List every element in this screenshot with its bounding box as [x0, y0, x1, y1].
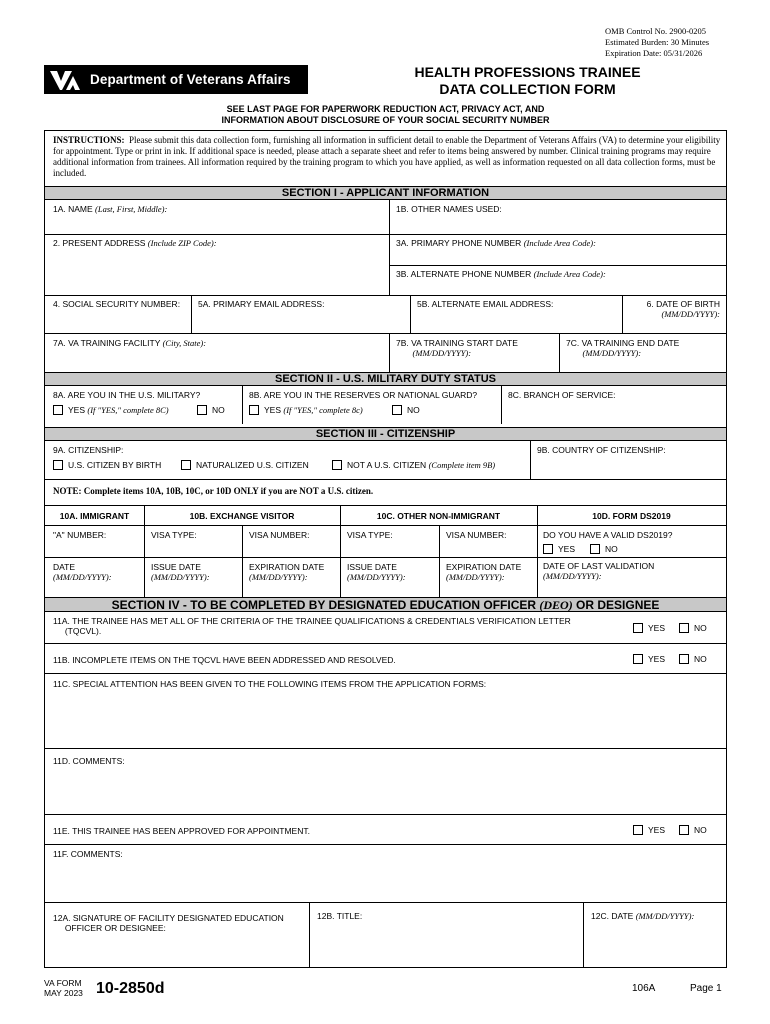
- omb-info: [605, 26, 709, 59]
- ds2019-yes[interactable]: YES: [543, 544, 575, 555]
- field-11b-yes[interactable]: YES: [633, 654, 665, 665]
- field-2-label: 2. PRESENT ADDRESS (Include ZIP Code):: [53, 238, 217, 248]
- checkbox-8b-no[interactable]: [392, 405, 402, 415]
- field-ds2019-question: DO YOU HAVE A VALID DS2019?: [543, 530, 673, 540]
- checkbox-11e-no[interactable]: [679, 825, 689, 835]
- form-title-line2: DATA COLLECTION FORM: [439, 81, 616, 97]
- checkbox-citizen-by-birth[interactable]: [53, 460, 63, 470]
- form-body: [44, 130, 727, 968]
- field-5a-label: 5A. PRIMARY EMAIL ADDRESS:: [198, 299, 325, 309]
- field-8b-label: 8B. ARE YOU IN THE RESERVES OR NATIONAL GUARD?: [249, 390, 478, 400]
- citizenship-note: NOTE: Complete items 10A, 10B, 10C, or 10D ONLY if you are NOT a U.S. citizen.: [53, 486, 374, 496]
- checkbox-8b-yes[interactable]: [249, 405, 259, 415]
- field-9b-label: 9B. COUNTRY OF CITIZENSHIP:: [537, 445, 666, 455]
- checkbox-naturalized[interactable]: [181, 460, 191, 470]
- field-9a-label: 9A. CITIZENSHIP:: [53, 445, 124, 455]
- field-1b-label: 1B. OTHER NAMES USED:: [396, 204, 502, 214]
- field-3b-label: 3B. ALTERNATE PHONE NUMBER (Include Area Code):: [396, 269, 606, 279]
- field-7a-label: 7A. VA TRAINING FACILITY (City, State):: [53, 338, 207, 348]
- field-8b-yes[interactable]: YES (If "YES," complete 8c): [249, 405, 363, 416]
- field-7c-label: 7C. VA TRAINING END DATE (MM/DD/YYYY):: [566, 338, 680, 358]
- section-4-header: SECTION IV - TO BE COMPLETED BY DESIGNATED EDUCATION OFFICER (DEO) OR DESIGNEE: [45, 597, 726, 612]
- field-10c-visa-type: VISA TYPE:: [347, 530, 393, 540]
- citizenship-by-birth[interactable]: U.S. CITIZEN BY BIRTH: [53, 460, 161, 471]
- omb-control-number: OMB Control No. 2900-0205: [605, 26, 707, 36]
- checkbox-not-us-citizen[interactable]: [332, 460, 342, 470]
- field-3a-label: 3A. PRIMARY PHONE NUMBER (Include Area Code):: [396, 238, 596, 248]
- field-10c-visa-number: VISA NUMBER:: [446, 530, 507, 540]
- field-8a-label: 8A. ARE YOU IN THE U.S. MILITARY?: [53, 390, 201, 400]
- field-5b-label: 5B. ALTERNATE EMAIL ADDRESS:: [417, 299, 554, 309]
- field-12c-label: 12C. DATE (MM/DD/YYYY):: [591, 911, 695, 921]
- field-7b-label: 7B. VA TRAINING START DATE (MM/DD/YYYY):: [396, 338, 518, 358]
- citizenship-not-us[interactable]: NOT A U.S. CITIZEN (Complete item 9B): [332, 460, 495, 471]
- field-11b-no[interactable]: NO: [679, 654, 707, 665]
- field-last-validation: DATE OF LAST VALIDATION (MM/DD/YYYY):: [543, 561, 655, 581]
- field-11f-label: 11F. COMMENTS:: [53, 849, 123, 859]
- field-11c-label: 11C. SPECIAL ATTENTION HAS BEEN GIVEN TO THE FOLLOWING ITEMS FROM THE APPLICATION FORMS:: [53, 679, 487, 689]
- see-last-line1: SEE LAST PAGE FOR PAPERWORK REDUCTION ACT, PRIVACY ACT, AND: [226, 104, 545, 114]
- field-12a-label: 12A. SIGNATURE OF FACILITY DESIGNATED EDUCATION OFFICER OR DESIGNEE:: [53, 913, 284, 933]
- checkbox-8a-no[interactable]: [197, 405, 207, 415]
- section-2-header: SECTION II - U.S. MILITARY DUTY STATUS: [45, 372, 726, 386]
- form-title-line1: HEALTH PROFESSIONS TRAINEE: [414, 64, 641, 80]
- field-8c-label: 8C. BRANCH OF SERVICE:: [508, 390, 616, 400]
- header-10b: 10B. EXCHANGE VISITOR: [189, 511, 295, 521]
- field-4-label: 4. SOCIAL SECURITY NUMBER:: [53, 299, 181, 309]
- field-8a-yes[interactable]: YES (If "YES," complete 8C): [53, 405, 169, 416]
- field-11a-no[interactable]: NO: [679, 623, 707, 634]
- omb-burden: Estimated Burden: 30 Minutes: [605, 37, 710, 47]
- section-3-header: SECTION III - CITIZENSHIP: [45, 427, 726, 441]
- section-1-header: SECTION I - APPLICANT INFORMATION: [45, 186, 726, 200]
- field-10b-visa-number: VISA NUMBER:: [249, 530, 310, 540]
- form-title: [340, 64, 715, 98]
- checkbox-ds2019-yes[interactable]: [543, 544, 553, 554]
- see-last-line2: INFORMATION ABOUT DISCLOSURE OF YOUR SOCIAL SECURITY NUMBER: [221, 115, 550, 125]
- field-12b-label: 12B. TITLE:: [317, 911, 363, 921]
- agency-name: Department of Veterans Affairs: [90, 72, 291, 87]
- checkbox-11b-yes[interactable]: [633, 654, 643, 664]
- instructions: [53, 135, 721, 179]
- va-seal-icon: [48, 68, 82, 92]
- field-a-number: "A" NUMBER:: [53, 530, 107, 540]
- checkbox-8a-yes[interactable]: [53, 405, 63, 415]
- field-11a-label: 11A. THE TRAINEE HAS MET ALL OF THE CRITERIA OF THE TRAINEE QUALIFICATIONS & CREDENTIALS VERIFICATION LETTER (TQCVL).: [53, 616, 571, 636]
- see-last-page-notice: [44, 104, 727, 126]
- checkbox-11b-no[interactable]: [679, 654, 689, 664]
- field-11d-label: 11D. COMMENTS:: [53, 756, 125, 766]
- field-11e-no[interactable]: NO: [679, 825, 707, 836]
- field-6-label: 6. DATE OF BIRTH (MM/DD/YYYY):: [646, 299, 720, 319]
- checkbox-11a-yes[interactable]: [633, 623, 643, 633]
- field-11b-label: 11B. INCOMPLETE ITEMS ON THE TQCVL HAVE BEEN ADDRESSED AND RESOLVED.: [53, 655, 396, 665]
- field-11a-yes[interactable]: YES: [633, 623, 665, 634]
- va-logo: [44, 65, 308, 94]
- ds2019-no[interactable]: NO: [590, 544, 618, 555]
- footer-form-number: 10-2850d: [96, 980, 165, 997]
- checkbox-ds2019-no[interactable]: [590, 544, 600, 554]
- field-10a-date: DATE (MM/DD/YYYY):: [53, 562, 112, 582]
- field-10c-expiration-date: EXPIRATION DATE (MM/DD/YYYY):: [446, 562, 522, 582]
- checkbox-11a-no[interactable]: [679, 623, 689, 633]
- footer-page-number: Page 1: [690, 983, 722, 994]
- header-10c: 10C. OTHER NON-IMMIGRANT: [376, 511, 501, 521]
- header-10a: 10A. IMMIGRANT: [59, 511, 130, 521]
- field-8b-no[interactable]: NO: [392, 405, 420, 416]
- field-10b-visa-type: VISA TYPE:: [151, 530, 197, 540]
- instructions-label: INSTRUCTIONS:: [53, 135, 125, 145]
- field-11e-label: 11E. THIS TRAINEE HAS BEEN APPROVED FOR APPOINTMENT.: [53, 826, 310, 836]
- instructions-text: Please submit this data collection form, furnishing all information in sufficient detail to enable the Department of Veterans Affairs (VA) to determine your eligibility for appointment. Type or print in ink. If additional space is needed, please attach a separate sheet and refer to items being answered by number. Clinical training programs may require additional information from trainees. All information required by the training program to which you have applied, as well as information requested on all data collection forms, must be included.: [53, 135, 721, 178]
- field-10b-expiration-date: EXPIRATION DATE (MM/DD/YYYY):: [249, 562, 325, 582]
- field-11e-yes[interactable]: YES: [633, 825, 665, 836]
- footer-code: 106A: [632, 983, 656, 994]
- field-10c-issue-date: ISSUE DATE (MM/DD/YYYY):: [347, 562, 406, 582]
- field-8a-no[interactable]: NO: [197, 405, 225, 416]
- omb-expiration: Expiration Date: 05/31/2026: [605, 48, 703, 58]
- field-10b-issue-date: ISSUE DATE (MM/DD/YYYY):: [151, 562, 210, 582]
- footer-form-label: VA FORM MAY 2023: [44, 978, 83, 998]
- header-10d: 10D. FORM DS2019: [592, 511, 671, 521]
- field-1a-label: 1A. NAME (Last, First, Middle):: [53, 204, 168, 214]
- citizenship-naturalized[interactable]: NATURALIZED U.S. CITIZEN: [181, 460, 309, 471]
- checkbox-11e-yes[interactable]: [633, 825, 643, 835]
